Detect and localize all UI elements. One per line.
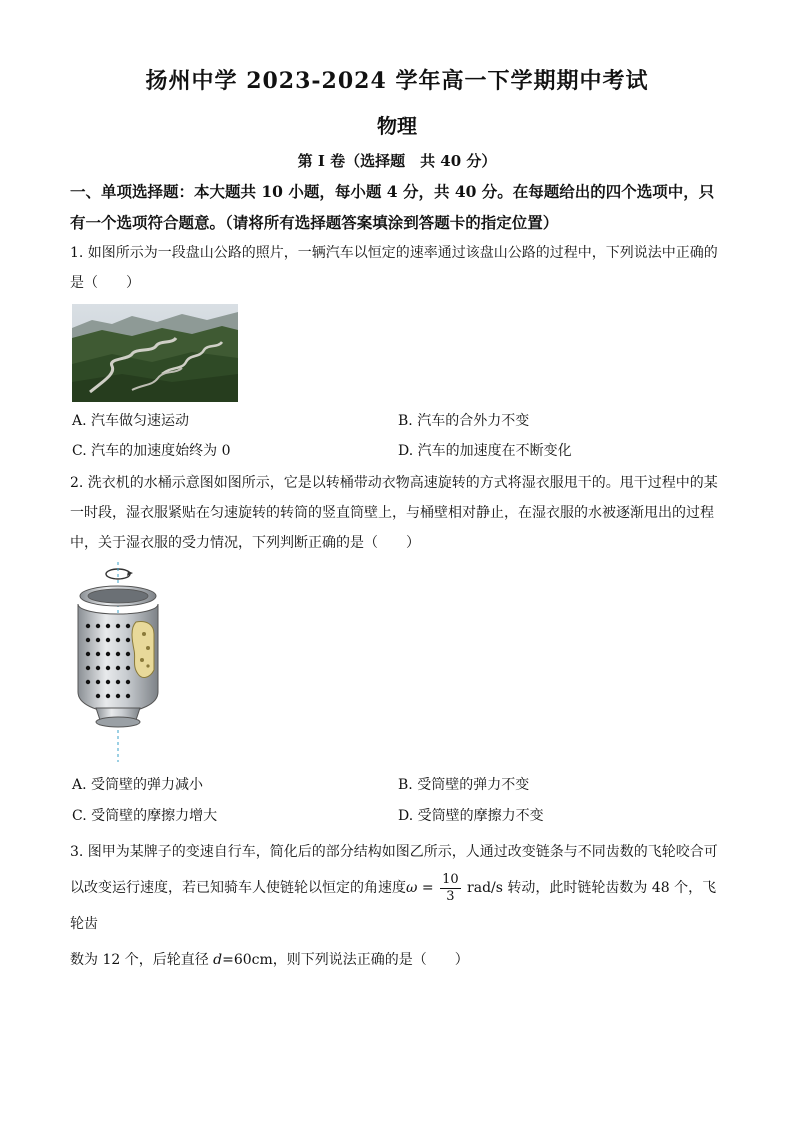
fraction-numerator: 10: [442, 871, 459, 887]
fraction-denominator: 3: [446, 888, 455, 904]
washing-drum-diagram: [66, 562, 170, 762]
q1-option-c[interactable]: C. 汽车的加速度始终为 0: [72, 443, 231, 459]
question-3-line-3-post: =60cm，则下列说法正确的是（ ）: [222, 952, 469, 968]
q2-option-c[interactable]: C. 受筒壁的摩擦力增大: [72, 808, 218, 824]
q1-option-a[interactable]: A. 汽车做匀速运动: [72, 413, 190, 429]
question-2-line-1: 2. 洗衣机的水桶示意图如图所示，它是以转桶带动衣物高速旋转的方式将湿衣服甩干的。甩干过程中的某: [70, 475, 718, 491]
question-3-line-3-pre: 数为 12 个，后轮直径: [70, 952, 214, 968]
diameter-symbol: d: [213, 952, 223, 968]
question-3-line-2-pre: 以改变运行速度，若已知骑车人使链轮以恒定的角速度: [70, 880, 406, 896]
exam-title: 扬州中学 2023-2024 学年高一下学期期中考试: [145, 68, 649, 94]
instructions-line-2: 有一个选项符合题意。（请将所有选择题答案填涂到答题卡的指定位置）: [70, 213, 559, 232]
question-2-stem: [70, 468, 730, 558]
angular-speed-fraction: [440, 872, 461, 905]
q1-option-d[interactable]: D. 汽车的加速度在不断变化: [398, 443, 572, 459]
question-2-line-2: 一时段，湿衣服紧贴在匀速旋转的转筒的竖直筒壁上，与桶壁相对静止，在湿衣服的水被逐渐甩出的过程: [70, 505, 714, 521]
question-3-stem: [70, 834, 730, 978]
section-heading: 第 I 卷（选择题 共 40 分）: [297, 152, 497, 170]
instructions-line-1: 一、单项选择题：本大题共 10 小题，每小题 4 分，共 40 分。在每题给出的四个选项中，只: [70, 182, 715, 201]
q2-option-b[interactable]: B. 受筒壁的弹力不变: [398, 777, 530, 793]
question-1-stem: [70, 238, 730, 298]
question-3-line-1: 3. 图甲为某牌子的变速自行车，简化后的部分结构如图乙所示，人通过改变链条与不同齿数的飞轮咬合可: [70, 844, 718, 860]
equals-sign: =: [417, 880, 439, 896]
q2-option-a[interactable]: A. 受筒壁的弹力减小: [72, 777, 204, 793]
mountain-road-photo: [72, 304, 238, 402]
question-3-line-2: [70, 870, 730, 942]
question-3-line-3: [70, 942, 730, 978]
q2-option-d[interactable]: D. 受筒壁的摩擦力不变: [398, 808, 544, 824]
question-1-line-1: 1. 如图所示为一段盘山公路的照片，一辆汽车以恒定的速率通过该盘山公路的过程中，下列说法中正确的: [70, 245, 718, 261]
question-1-line-2: 是（ ）: [70, 275, 140, 291]
question-3-line-2-post: rad/s 转动，此时链轮齿数为 48 个，飞轮齿: [70, 880, 717, 932]
subject-title: 物理: [377, 114, 417, 138]
omega-symbol: ω: [406, 880, 418, 896]
question-2-line-3: 中，关于湿衣服的受力情况，下列判断正确的是（ ）: [70, 535, 420, 551]
q1-option-b[interactable]: B. 汽车的合外力不变: [398, 413, 530, 429]
instructions: [70, 176, 730, 238]
